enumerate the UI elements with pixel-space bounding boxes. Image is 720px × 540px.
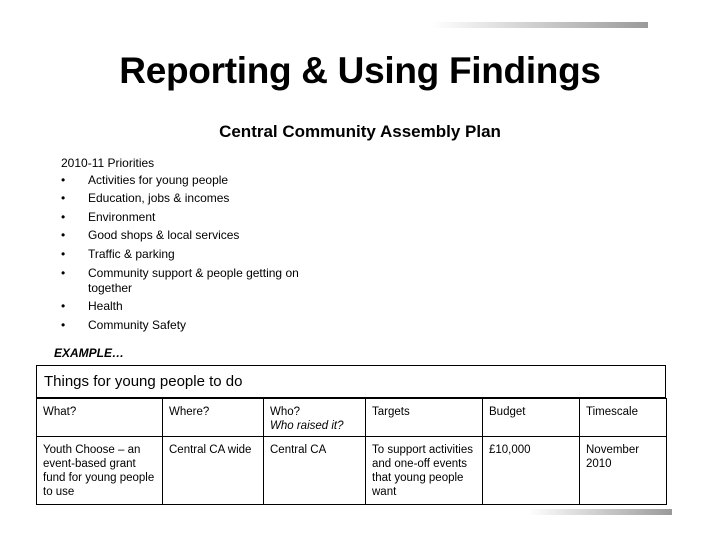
header-targets: Targets <box>366 399 483 437</box>
priorities-heading: 2010-11 Priorities <box>61 156 155 170</box>
cell-where: Central CA wide <box>163 437 264 505</box>
cell-timescale: November 2010 <box>580 437 667 505</box>
list-item: • Education, jobs & incomes <box>61 191 230 206</box>
bullet-icon: • <box>61 317 66 332</box>
priorities-section <box>61 154 361 336</box>
decorative-gradient-bar-top <box>432 22 648 28</box>
list-item: • Community Safety <box>61 317 187 332</box>
decorative-gradient-bar-bottom <box>528 509 672 515</box>
cell-who: Central CA <box>264 437 366 505</box>
header-what: What? <box>37 399 163 437</box>
slide-subtitle: Central Community Assembly Plan <box>219 122 501 141</box>
bullet-icon: • <box>61 172 66 187</box>
priorities-list <box>61 173 361 333</box>
list-item: • Health <box>61 299 123 314</box>
list-item: • Environment <box>61 209 156 224</box>
slide-title: Reporting & Using Findings <box>119 50 601 91</box>
table-header-row <box>37 399 667 437</box>
bullet-icon: • <box>61 299 66 314</box>
bullet-icon: • <box>61 228 66 243</box>
bullet-icon: • <box>61 246 66 261</box>
header-who: Who? Who raised it? <box>264 399 366 437</box>
list-item: • Traffic & parking <box>61 246 175 261</box>
header-timescale: Timescale <box>580 399 667 437</box>
header-who-sub: Who raised it? <box>270 420 344 432</box>
plan-table <box>36 398 667 505</box>
example-label: EXAMPLE… <box>54 346 125 360</box>
example-box-header <box>36 365 666 398</box>
cell-budget: £10,000 <box>483 437 580 505</box>
example-box-title: Things for young people to do <box>44 373 243 390</box>
list-item: • Activities for young people <box>61 172 229 187</box>
header-budget: Budget <box>483 399 580 437</box>
list-item: • Community support & people getting on together <box>61 265 299 295</box>
list-item: • Good shops & local services <box>61 228 240 243</box>
bullet-icon: • <box>61 209 66 224</box>
header-where: Where? <box>163 399 264 437</box>
bullet-icon: • <box>61 265 66 280</box>
cell-what: Youth Choose – an event-based grant fund for young people to use <box>37 437 163 505</box>
cell-targets: To support activities and one-off events that young people want <box>366 437 483 505</box>
table-row <box>37 437 667 505</box>
bullet-icon: • <box>61 191 66 206</box>
